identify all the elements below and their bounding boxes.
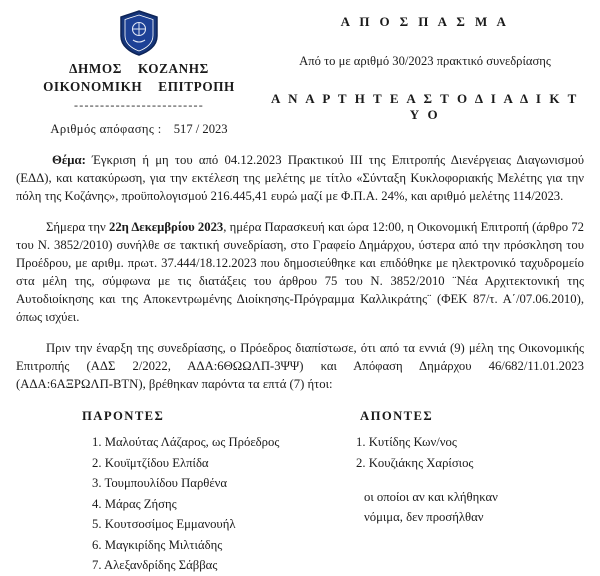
committee-word-committee: ΕΠΙΤΡΟΠΗ [158,78,235,94]
list-item: 1. Κυτίδης Κων/νος [356,435,457,449]
present-list [16,432,346,576]
absent-note-line-1: οι οποίοι αν και κλήθηκαν [364,490,498,505]
absent-list [346,432,584,473]
municipality-word-dimos: ΔΗΜΟΣ [69,61,122,76]
present-header: ΠΑΡΟΝΤΕΣ [82,409,165,423]
decision-number-value: 517 / 2023 [173,121,228,136]
decision-number-label: Αριθμός απόφασης : [50,121,162,136]
absent-column [346,409,584,576]
municipality-line-2 [14,78,264,96]
publication-notice: Α Ν Α Ρ Τ Η Τ Ε Α Σ Τ Ο Δ Ι Α Δ Ι Κ Τ Υ Ο [271,91,579,122]
decision-number-line [14,122,264,137]
absent-header: ΑΠΟΝΤΕΣ [360,409,434,423]
session-paragraph [16,218,584,326]
header-left-block [14,8,264,137]
list-item: 1. Μαλούτας Λάζαρος, ως Πρόεδρος [92,435,280,449]
municipality-line-1 [14,60,264,78]
theme-paragraph [16,151,584,205]
minutes-reference: Από το με αριθμό 30/2023 πρακτικό συνεδρίασης [299,54,551,68]
absent-note [346,487,584,528]
list-item: 5. Κουτσοσίμος Εμμανουήλ [92,517,236,532]
header-right-block [264,8,586,123]
list-item: 6. Μαγκιρίδης Μιλτιάδης [92,537,223,552]
absent-note-line-2: νόμιμα, δεν προσήλθαν [364,510,484,525]
municipality-word-kozanis: ΚΟΖΑΝΗΣ [137,61,209,76]
theme-label: Θέμα: [52,152,86,167]
attendance-section [0,409,600,576]
quorum-paragraph: Πριν την έναρξη της συνεδρίασης, ο Πρόεδρος διαπίστωσε, ότι από τα εννιά (9) μέλη της Οικονομικής Επιτροπής (ΑΔΣ 2/2022, ΑΔΑ:6ΘΩΩΛΠ-3ΨΨ) και Απόφαση Δημάρχου 46/682/11.01.2023 (ΑΔΑ:6ΑΞΡΩΛΠ-ΒΤΝ), βρέθηκαν παρόντα τα επτά (7) ήτοι: [16,340,584,391]
session-intro: Σήμερα την [46,219,106,234]
municipal-crest-icon [119,10,159,56]
present-column [16,409,346,576]
document-body [0,151,600,393]
list-item: 4. Μάρας Ζήσης [92,496,177,511]
document-header [0,0,600,137]
document-title: Α Π Ο Σ Π Α Σ Μ Α [340,14,510,29]
theme-text: Έγκριση ή μη του από 04.12.2023 Πρακτικού ΙΙΙ της Επιτροπής Διενέργειας Διαγωνισμού (ΕΔΔ), και κατακύρωση, για την εκτέλεση της μελέτης με τίτλο «Σύνταξη Κυκλοφοριακής Μελέτης για την πόλη της Κοζάνης», προϋπολογισμού 216.445,41 ευρώ μαζί με Φ.Π.Α. 24%, και αριθμό μελέτης 114/2023. [16,152,584,203]
list-item: 3. Τουμπουλίδου Παρθένα [92,476,228,491]
header-divider: ------------------------- [74,97,204,112]
list-item: 7. Αλεξανδρίδης Σάββας [92,558,218,573]
list-item: 2. Κουζιάκης Χαρίσιος [356,455,474,470]
list-item: 2. Κουϊμτζίδου Ελπίδα [92,455,209,470]
committee-word-economic: ΟΙΚΟΝΟΜΙΚΗ [43,78,143,94]
session-rest: , ημέρα Παρασκευή και ώρα 12:00, η Οικονομική Επιτροπή (άρθρο 72 του Ν. 3852/2010) συνήλθε σε τακτική συνεδρίαση, στο Γραφείο Δημάρχου, ύστερα από την πρόσκληση του Προέδρου, με αριθμ. πρωτ. 37.444/18.12.2023 που δημοσιεύθηκε και επιδόθηκε με ηλεκτρονικό ταχυδρομείο στα μέλη της, σύμφωνα με τις διατάξεις του άρθρου 75 του Ν. 3852/2010 ¨Νέα Αρχιτεκτονική της Αυτοδιοίκησης και της Αποκεντρωμένης Διοίκησης-Πρόγραμμα Καλλικράτης¨ (ΦΕΚ 87/τ. Α΄/07.06.2010), όπως ισχύει. [16,219,584,324]
session-date: 22η Δεκεμβρίου 2023 [108,219,224,234]
